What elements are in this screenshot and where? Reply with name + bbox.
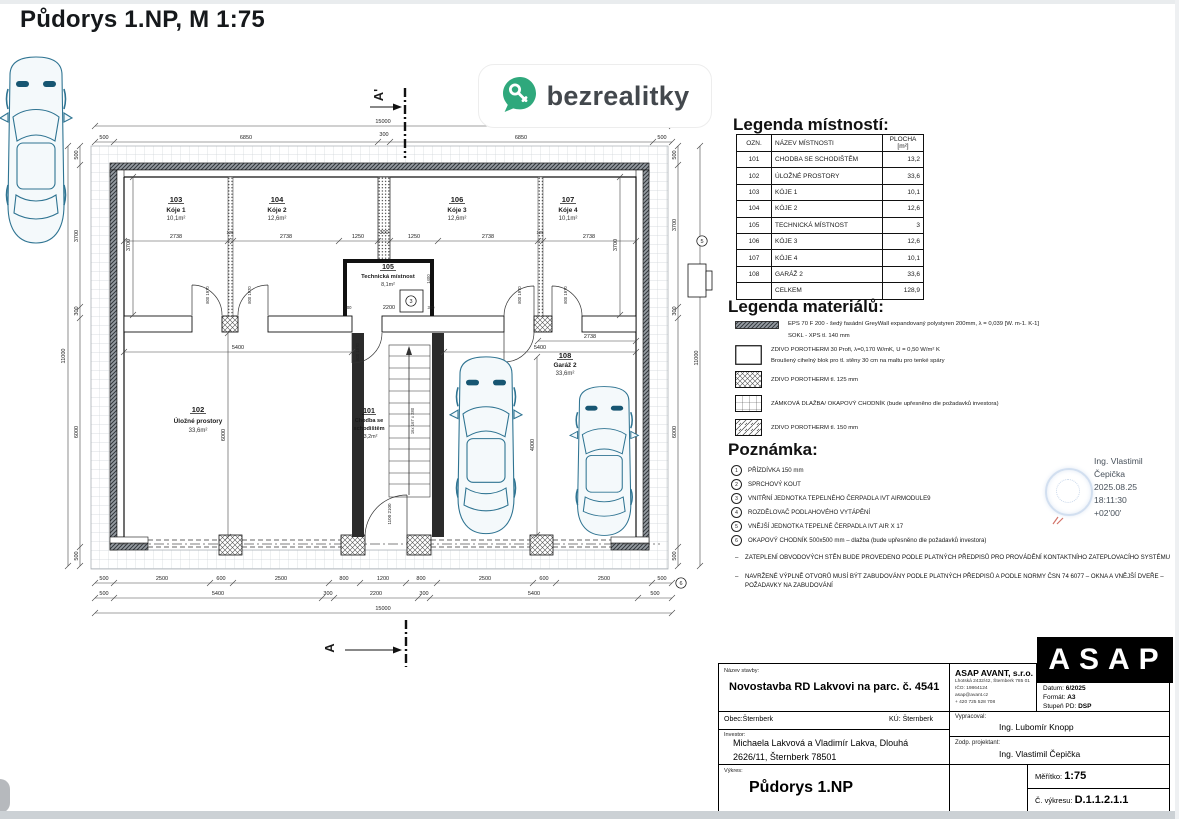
- svg-text:3700: 3700: [672, 218, 678, 232]
- room-102-label: [174, 405, 223, 434]
- svg-text:2738: 2738: [169, 234, 183, 240]
- svg-text:800 1970: 800 1970: [563, 286, 568, 304]
- table-row: 101 CHODBA SE SCHODIŠTĚM 13,2: [737, 152, 924, 168]
- svg-text:2200: 2200: [369, 591, 383, 597]
- svg-text:600: 600: [216, 576, 226, 582]
- svg-text:5: 5: [700, 239, 704, 245]
- svg-text:300: 300: [672, 306, 678, 316]
- bezrealitky-pin-icon: [501, 76, 537, 116]
- callout-6: [676, 578, 686, 588]
- firm-ico: IČO: 19864124: [955, 686, 988, 691]
- porotherm150-swatch-icon: [735, 419, 762, 436]
- svg-text:1250: 1250: [351, 234, 365, 240]
- svg-text:105: 105: [382, 264, 394, 271]
- callout-5: [697, 236, 707, 246]
- svg-text:2738: 2738: [481, 234, 495, 240]
- svg-text:Garáž 2: Garáž 2: [553, 362, 577, 369]
- svg-text:101: 101: [363, 408, 375, 415]
- page-edge-right: [1175, 0, 1179, 819]
- investor-line1: Michaela Lakvová a Vladimír Lakva, Dlouhá: [733, 738, 909, 748]
- svg-text:6000: 6000: [221, 428, 227, 442]
- svg-text:102: 102: [191, 405, 205, 414]
- room-108-label: [553, 351, 577, 377]
- car-shape-defs: [0, 57, 72, 243]
- note-6: 6 OKAPOVÝ CHODNÍK 500x500 mm – dlažba (bude upřesněno dle požadavků investora): [731, 535, 986, 546]
- svg-text:10,1m²: 10,1m²: [558, 216, 578, 222]
- col-header-ozn: OZN.: [737, 135, 772, 152]
- table-header-row: [737, 135, 924, 152]
- note-paragraph-1: – ZATEPLENÍ OBVODOVÝCH STĚN BUDE PROVEDENO PODLE PLATNÝCH PŘEDPISŮ PRO PROVÁDĚNÍ KONTAKTNÍHO ZATEPLOVACÍHO SYSTÉMU: [745, 553, 1179, 562]
- stupen-row: Stupeň PD: DSP: [1043, 703, 1092, 710]
- table-row: 106 KÓJE 3 12,6: [737, 233, 924, 249]
- asap-logo: ASAP: [1037, 637, 1173, 683]
- zodp-projektant: Ing. Vlastimil Čepička: [999, 749, 1081, 759]
- digital-stamp-icon: [1045, 468, 1093, 516]
- svg-text:300: 300: [74, 306, 80, 316]
- svg-text:1100 2100: 1100 2100: [387, 503, 392, 525]
- indoor-unit: [400, 290, 423, 312]
- note-paragraph-2: – NAVRŽENÉ VÝPLNĚ OTVORŮ MUSÍ BÝT ZABUDOVÁNY PODLE PLATNÝCH PŘEDPISŮ A PODLE NORMY ČSN 74 6077 – OKNA A VNĚJŠÍ DVEŘE – POŽADAVKY NA ZABUDOVÁNÍ: [745, 572, 1179, 591]
- svg-text:11000: 11000: [61, 348, 67, 364]
- material-item-dlazba: ZÁMKOVÁ DLAŽBA/ OKAPOVÝ CHODNÍK (bude upřesněno dle požadavků investora): [735, 395, 999, 412]
- svg-text:Kóje 4: Kóje 4: [558, 207, 578, 214]
- svg-text:500: 500: [657, 135, 667, 141]
- firm-name: ASAP AVANT, s.r.o.: [955, 668, 1033, 678]
- material-item-porotherm30: ZDIVO POROTHERM 30 Profi, λ=0,170 W/mK, U = 0,50 W/m² K Broušený cihelný blok pro tl. stěny 30 cm na maltu pro tenké spáry: [735, 345, 945, 366]
- svg-text:5400: 5400: [533, 345, 547, 351]
- svg-text:500: 500: [657, 576, 667, 582]
- svg-text:12,6m²: 12,6m²: [447, 216, 467, 222]
- eps-swatch-icon: [735, 321, 779, 329]
- svg-text:800 1970: 800 1970: [205, 286, 210, 304]
- svg-text:11000: 11000: [694, 350, 700, 366]
- svg-text:5400: 5400: [211, 591, 225, 597]
- svg-text:3700: 3700: [613, 238, 619, 252]
- svg-text:13,2m²: 13,2m²: [360, 434, 378, 440]
- svg-text:2500: 2500: [478, 576, 492, 582]
- firm-address: Lhotská 2432/42, Šternberk 785 01: [955, 679, 1030, 684]
- outdoor-unit: [688, 264, 712, 297]
- svg-text:4000: 4000: [530, 438, 536, 452]
- svg-text:800 1970: 800 1970: [247, 286, 252, 304]
- stamp-mark-icon: [1052, 516, 1066, 525]
- table-row: 103 KÓJE 1 10,1: [737, 184, 924, 200]
- investor-label: Investor:: [724, 732, 746, 738]
- svg-text:2738: 2738: [582, 234, 596, 240]
- svg-text:1200: 1200: [376, 576, 390, 582]
- svg-text:300: 300: [323, 591, 333, 597]
- format-row: Formát: A3: [1043, 694, 1076, 701]
- svg-text:800: 800: [416, 576, 426, 582]
- svg-text:A: A: [322, 643, 337, 653]
- datum-row: Datum: 6/2025: [1043, 685, 1086, 692]
- section-marker-bottom: [322, 620, 406, 667]
- svg-text:500: 500: [74, 150, 80, 160]
- note-4: 4 ROZDĚLOVAČ PODLAHOVÉHO VYTÁPĚNÍ: [731, 507, 870, 518]
- vypracoval: Ing. Lubomír Knopp: [999, 722, 1074, 732]
- bezrealitky-logo-text: bezrealitky: [546, 80, 690, 111]
- svg-text:3700: 3700: [126, 238, 132, 252]
- vykres-label: Výkres:: [724, 768, 743, 774]
- svg-text:Kóje 2: Kóje 2: [267, 207, 287, 214]
- material-item-eps: EPS 70 F 200 - šedý fasádní GreyWall expandovaný polystyren 200mm, λ = 0,039 [W. m-1. K-1] SOKL - XPS tl. 140 mm: [735, 318, 1039, 343]
- title-block: [718, 663, 1170, 813]
- note-3: 3 VNITŘNÍ JEDNOTKA TEPELNÉHO ČERPADLA IVT AIRMODULE9: [731, 493, 931, 504]
- svg-text:5400: 5400: [527, 591, 541, 597]
- svg-text:104: 104: [270, 195, 284, 204]
- room-107-label: [558, 195, 578, 222]
- material-item-porotherm150: ZDIVO POROTHERM tl. 150 mm: [735, 419, 858, 436]
- firm-tel: + 420 725 528 708: [955, 700, 996, 705]
- svg-text:Kóje 1: Kóje 1: [166, 207, 186, 214]
- svg-text:500: 500: [74, 551, 80, 561]
- bezrealitky-logo: [478, 64, 712, 128]
- scan-artifact: [0, 779, 10, 813]
- middle-wall: [124, 316, 636, 332]
- stairs-note: 16x 167 x 280: [410, 407, 415, 435]
- svg-text:1400: 1400: [426, 274, 431, 284]
- porotherm125-swatch-icon: [735, 371, 762, 388]
- project-name: Novostavba RD Lakvovi na parc. č. 4541: [729, 681, 940, 693]
- floor-plan: [0, 55, 740, 680]
- svg-text:15000: 15000: [375, 119, 391, 125]
- svg-text:106: 106: [450, 195, 464, 204]
- svg-text:33,6m²: 33,6m²: [555, 371, 575, 377]
- svg-text:15000: 15000: [375, 606, 391, 612]
- svg-text:2500: 2500: [597, 576, 611, 582]
- svg-text:1250: 1250: [407, 234, 421, 240]
- notes-title: Poznámka:: [728, 440, 818, 459]
- svg-text:600: 600: [539, 576, 549, 582]
- room-103-label: [166, 195, 186, 222]
- svg-text:33,6m²: 33,6m²: [188, 428, 208, 434]
- svg-text:2738: 2738: [583, 334, 597, 340]
- col-header-nazev: NÁZEV MÍSTNOSTI: [772, 135, 883, 152]
- car-1: [450, 357, 522, 534]
- svg-text:3700: 3700: [74, 229, 80, 243]
- meritko-row: Měřítko: 1:75: [1035, 770, 1087, 782]
- svg-text:Kóje 3: Kóje 3: [447, 207, 467, 214]
- vypracoval-label: Vypracoval:: [955, 714, 987, 720]
- svg-text:300: 300: [427, 305, 435, 310]
- svg-text:300: 300: [419, 591, 429, 597]
- svg-text:300: 300: [379, 132, 389, 138]
- svg-text:107: 107: [561, 195, 575, 204]
- car-2: [570, 387, 638, 536]
- svg-text:103: 103: [169, 195, 183, 204]
- col-header-plocha: PLOCHA [m²]: [883, 135, 924, 152]
- page-edge-bottom: [0, 811, 1179, 819]
- room-legend-title: Legenda místností:: [733, 115, 889, 134]
- svg-text:2200: 2200: [382, 305, 396, 311]
- svg-text:Technická místnost: Technická místnost: [361, 274, 415, 280]
- room-104-label: [267, 195, 287, 222]
- ku: KÚ: Šternberk: [889, 716, 933, 723]
- svg-text:800 1970: 800 1970: [517, 286, 522, 304]
- table-row: 105 TECHNICKÁ MÍSTNOST 3: [737, 217, 924, 233]
- svg-text:500: 500: [650, 591, 660, 597]
- note-2: 2 SPRCHOVÝ KOUT: [731, 479, 801, 490]
- stairs-up-arrow: [406, 346, 412, 355]
- investor-line2: 2626/11, Šternberk 78501: [733, 752, 837, 762]
- material-legend-title: Legenda materiálů:: [728, 297, 884, 316]
- svg-text:2500: 2500: [155, 576, 169, 582]
- svg-text:500: 500: [99, 576, 109, 582]
- room-105-label: [361, 264, 415, 288]
- svg-text:2738: 2738: [279, 234, 293, 240]
- firm-mail: asap@avant.cz: [955, 693, 989, 698]
- svg-text:12,6m²: 12,6m²: [267, 216, 287, 222]
- svg-text:schodištěm: schodištěm: [353, 426, 385, 432]
- svg-text:6: 6: [679, 581, 683, 587]
- note-5: 5 VNĚJŠÍ JEDNOTKA TEPELNÉ ČERPADLA IVT AIR X 17: [731, 521, 903, 532]
- svg-text:800: 800: [339, 576, 349, 582]
- nazev-label: Název stavby:: [724, 668, 760, 674]
- svg-text:6000: 6000: [74, 425, 80, 439]
- porotherm30-swatch-icon: [735, 345, 762, 365]
- dlazba-swatch-icon: [735, 395, 762, 412]
- svg-text:6850: 6850: [514, 135, 528, 141]
- svg-text:300: 300: [344, 305, 352, 310]
- svg-text:A': A': [371, 88, 386, 102]
- table-row: 107 KÓJE 4 10,1: [737, 250, 924, 266]
- material-item-porotherm125: ZDIVO POROTHERM tl. 125 mm: [735, 371, 858, 388]
- svg-text:108: 108: [558, 351, 572, 360]
- page-title: Půdorys 1.NP, M 1:75: [20, 6, 265, 33]
- svg-text:2500: 2500: [274, 576, 288, 582]
- svg-text:500: 500: [99, 135, 109, 141]
- svg-text:8,1m²: 8,1m²: [381, 282, 395, 288]
- cislo-vykresu-row: Č. výkresu: D.1.1.2.1.1: [1035, 794, 1129, 806]
- svg-text:500: 500: [672, 551, 678, 561]
- table-total-row: CELKEM 128,9: [737, 283, 924, 299]
- svg-text:500: 500: [672, 150, 678, 160]
- svg-text:Chodba se: Chodba se: [354, 418, 384, 424]
- wall-101-108: [432, 333, 444, 537]
- svg-text:5400: 5400: [231, 345, 245, 351]
- zodp-label: Zodp. projektant:: [955, 740, 1001, 746]
- drawing-name: Půdorys 1.NP: [749, 779, 854, 796]
- svg-text:800 1970: 800 1970: [355, 343, 360, 361]
- svg-text:10,1m²: 10,1m²: [166, 216, 186, 222]
- page-edge-top: [0, 0, 1179, 4]
- svg-text:6000: 6000: [672, 425, 678, 439]
- note-1: 1 PŘÍZDÍVKA 150 mm: [731, 465, 804, 476]
- svg-text:125: 125: [536, 230, 544, 235]
- svg-text:125: 125: [226, 230, 234, 235]
- obec: Obec:Šternberk: [724, 716, 774, 723]
- svg-text:500: 500: [99, 591, 109, 597]
- digital-signature: Ing. Vlastimil Čepička 2025.08.25 18:11:30 +02'00': [1094, 456, 1143, 518]
- callout-3: 3: [409, 299, 413, 305]
- table-row: 102 ÚLOŽNÉ PROSTORY 33,6: [737, 168, 924, 184]
- table-row: 108 GARÁŽ 2 33,6: [737, 266, 924, 282]
- room-legend-table: [736, 134, 924, 300]
- table-row: 104 KÓJE 2 12,6: [737, 201, 924, 217]
- svg-text:Úložné prostory: Úložné prostory: [173, 418, 223, 425]
- svg-text:300: 300: [379, 230, 389, 236]
- svg-text:6850: 6850: [239, 135, 253, 141]
- room-106-label: [447, 195, 467, 222]
